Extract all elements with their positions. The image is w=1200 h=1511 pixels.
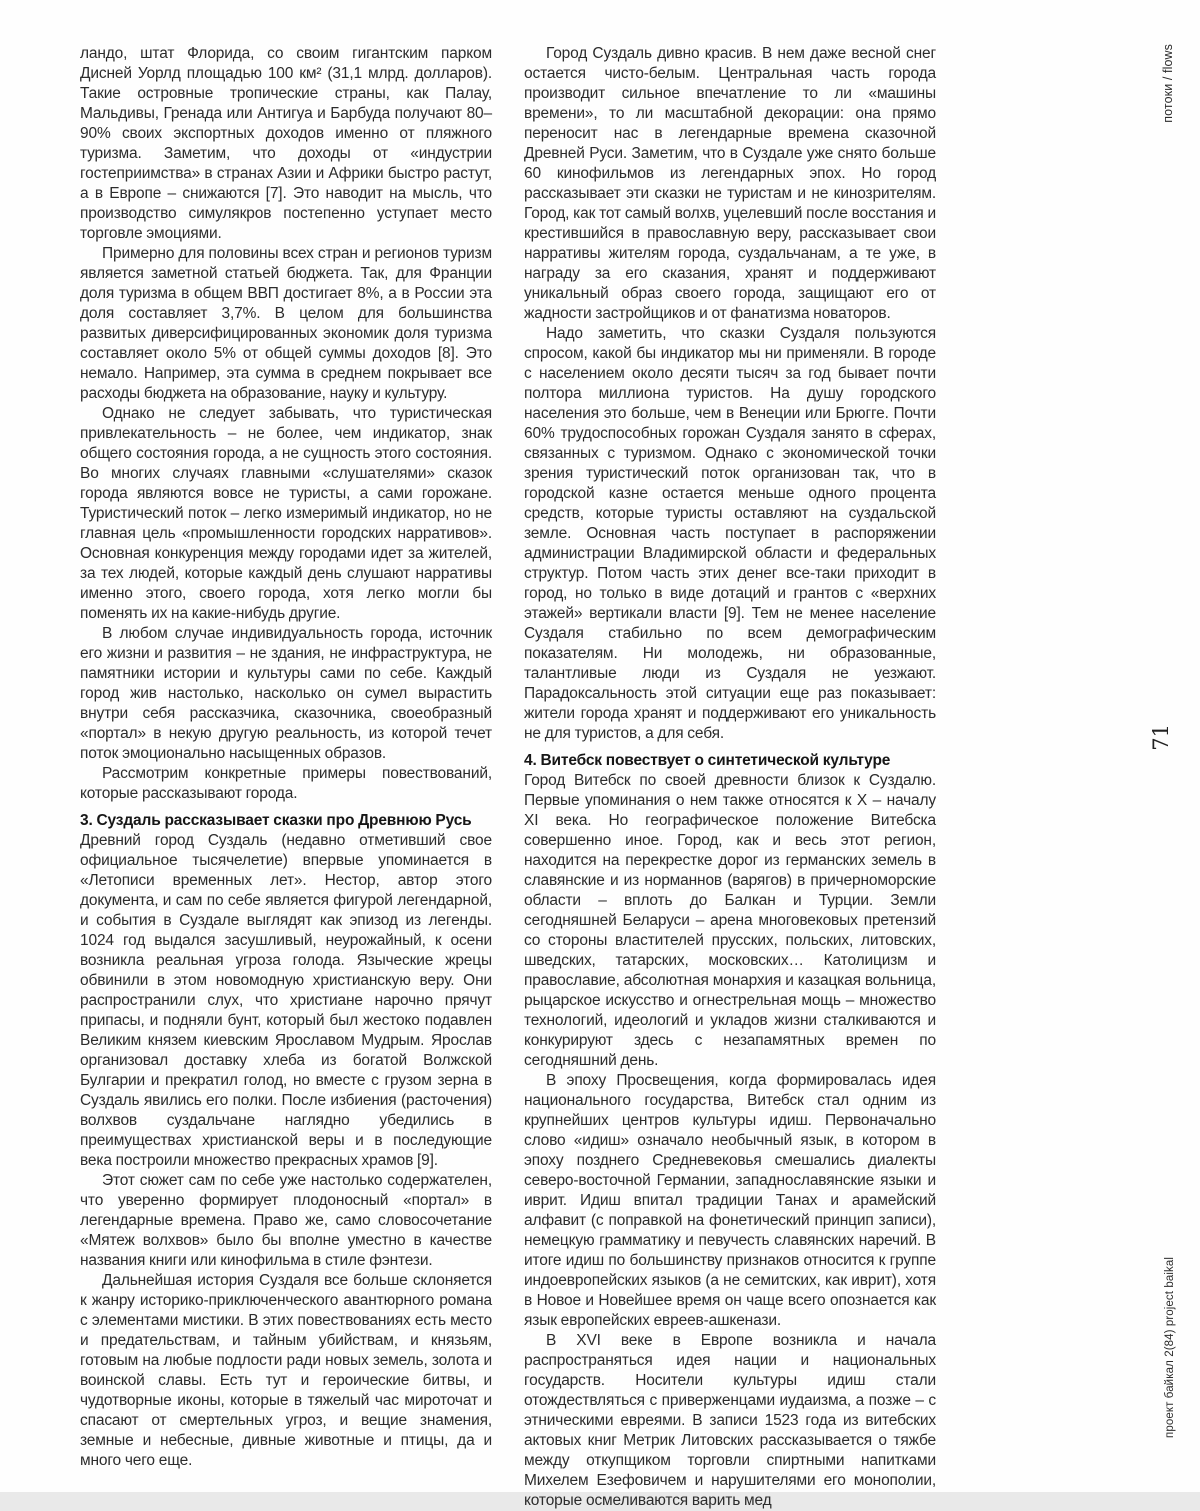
paragraph: В XVI веке в Европе возникла и начала распространяться идея нации и национальных государств. Носители культуры идиш стали отождествляться с приверженцами иудаизма, а позже – с этническими евреями. В записи 1523 года из витебских актовых книг Метрик Литовских рассказывается о тяжбе между откупщиком торговли спиртными напитками Михелем Езефовичем и нарушителями его монополии, которые осмеливаются варить мед	[524, 1332, 936, 1509]
paragraph: Надо заметить, что сказки Суздаля пользуются спросом, какой бы индикатор мы ни применяли. В городе с населением около десяти тысяч за год бывает почти полтора миллиона туристов. На душу городского населения это больше, чем в Венеции или Брюгге. Почти 60% трудоспособных горожан Суздаля занято в сферах, связанных с туризмом. Однако с экономической точки зрения туристический поток организован так, что в городской казне остается меньше одного процента средств, которые туристы оставляют на суздальской земле. Основная часть поступает в распоряжении администрации Владимирской области и федеральных структур. Потом часть этих денег все-таки приходит в город, но только в виде дотаций и грантов с «верхних этажей» вертикали власти [9]. Тем не менее население Суздаля стабильно по всем демографическим показателям. Ни молодежь, ни образованные, талантливые люди из Суздаля не уезжают. Парадоксальность этой ситуации еще раз показывает: жители города хранят и поддерживают его уникальность не для туристов, а для себя.	[524, 325, 936, 742]
paragraph: В любом случае индивидуальность города, источник его жизни и развития – не здания, не инфраструктура, не памятники истории и культуры сами по себе. Каждый город жив настолько, насколько он сумел вырастить внутри себя рассказчика, сказочника, своеобразный «портал» в некую другую реальность, из которой течет поток эмоционально насыщенных образов.	[80, 625, 492, 762]
section-heading-suzdal: 3. Суздаль рассказывает сказки про Древнюю Русь	[80, 812, 472, 829]
paragraph: Рассмотрим конкретные примеры повествований, которые рассказывают города.	[80, 765, 492, 802]
left-column	[80, 44, 492, 1511]
section-label: потоки / flows	[1161, 44, 1175, 123]
section-heading-vitebsk: 4. Витебск повествует о синтетической культуре	[524, 752, 891, 769]
paragraph: Дальнейшая история Суздаля все больше склоняется к жанру историко-приключенческого авантюрного романа с элементами мистики. В этих повествованиях есть место и предательствам, и тайным убийствам, и князьям, готовым на любые подлости ради новых земель, золота и воинской славы. Есть тут и героические битвы, и чудотворные иконы, которые в тяжелый час мироточат и спасают от смертельных угроз, и вещие знамения, земные и небесные, дивные животные и птицы, да и много чего еще.	[80, 1272, 492, 1469]
paragraph: В эпоху Просвещения, когда формировалась идея национального государства, Витебск стал одним из крупнейших центров культуры идиш. Первоначально слово «идиш» означало необычный язык, в котором в эпоху позднего Средневековья смешались диалекты северо-восточной Германии, западнославянские языки и иврит. Идиш впитал традиции Танах и арамейский алфавит (с поправкой на фонетический принцип записи), немецкую грамматику и певучесть славянских наречий. В итоге идиш по большинству признаков относится к группе индоевропейских языков (а не семитских, как иврит), хотя в Новое и Новейшее время он чаще всего опознается как язык европейских евреев-ашкенази.	[524, 1072, 936, 1329]
paragraph: Древний город Суздаль (недавно отметивший свое официальное тысячелетие) впервые упоминается в «Летописи временных лет». Нестор, автор этого документа, и сам по себе является фигурой легендарной, и события в Суздале выглядят как эпизод из легенды. 1024 год выдался засушливый, неурожайный, к осени возникла реальная угроза голода. Языческие жрецы обвинили в этом новомодную христианскую веру. Они распространили слух, что христиане нарочно прячут припасы, и подняли бунт, который был жестоко подавлен Великим князем киевским Ярославом Мудрым. Ярослав организовал доставку хлеба из богатой Волжской Булгарии и прекратил голод, но вместе с грузом зерна в Суздаль явились его полки. После избиения (расточения) волхвов суздальчане наглядно убедились в преимуществах христианской веры и в последующие века построили множество прекрасных храмов [9].	[80, 832, 492, 1169]
paragraph: Этот сюжет сам по себе уже настолько содержателен, что уверенно формирует плодоносный «портал» в легендарные времена. Право же, само словосочетание «Мятеж волхвов» было бы вполне уместно в качестве названия книги или кинофильма в стиле фэнтези.	[80, 1172, 492, 1269]
paragraph: Примерно для половины всех стран и регионов туризм является заметной статьей бюджета. Так, для Франции доля туризма в общем ВВП достигает 8%, а в России эта доля составляет 3,7%. В целом для большинства развитых диверсифицированных экономик доля туризма составляет около 5% от общей суммы доходов [8]. Это немало. Например, эта сумма в среднем покрывает все расходы бюджета на образование, науку и культуру.	[80, 245, 492, 402]
paragraph: Город Витебск по своей древности близок к Суздалю. Первые упоминания о нем также относятся к X – началу XI века. Но географическое положение Витебска совершенно иное. Город, как и весь этот регион, находится на перекрестке дорог из германских земель в славянские и из норманнов (варягов) в причерноморские области – вплоть до Балкан и Турции. Земли сегодняшней Беларуси – арена многовековых претензий со стороны властителей прусских, польских, литовских, шведских, татарских, московских… Католицизм и православие, абсолютная монархия и казацкая вольница, рыцарское искусство и огнестрельная мощь – множество технологий, идеологий и укладов жизни сталкиваются и конкурируют здесь с незапамятных времен по сегодняшний день.	[524, 772, 936, 1069]
article-body	[80, 44, 936, 1511]
paragraph: Однако не следует забывать, что туристическая привлекательность – не более, чем индикатор, знак общего состояния города, а не сущность этого состояния. Во многих случаях главными «слушателями» сказок города являются вовсе не туристы, а сами горожане. Туристический поток – легко измеримый индикатор, но не главная цель «промышленности городских нарративов». Основная конкуренция между городами идет за жителей, за тех людей, которые каждый день слушают нарративы именно этого, своего города, хотя легко могли бы поменять их на какие-нибудь другие.	[80, 405, 492, 622]
right-column	[524, 44, 936, 1511]
page-number: 71	[1149, 724, 1173, 751]
paragraph: ландо, штат Флорида, со своим гигантским парком Дисней Уорлд площадью 100 км² (31,1 млрд. долларов). Такие островные тропические страны, как Палау, Мальдивы, Гренада или Антигуа и Барбуда получают 80–90% своих экспортных доходов именно от пляжного туризма. Заметим, что доходы от «индустрии гостеприимства» в странах Азии и Африки быстро растут, а в Европе – снижаются [7]. Это наводит на мысль, что производство симулякров постепенно уступает место торговле эмоциями.	[80, 45, 492, 242]
paragraph: Город Суздаль дивно красив. В нем даже весной снег остается чисто-белым. Центральная часть города производит сильное впечатление то ли «машины времени», то ли масштабной декорации: она прямо переносит нас в легендарные времена сказочной Древней Руси. Заметим, что в Суздале уже снято больше 60 кинофильмов из легендарных эпох. Но город рассказывает эти сказки не туристам и не кинозрителям. Город, как тот самый волхв, уцелевший после восстания и крестившийся в православную веру, рассказывает свои нарративы жителям города, суздальчанам, а те уже, в награду за его сказания, хранят и поддерживают уникальный образ своего города, защищают его от жадности застройщиков и от фанатизма новаторов.	[524, 45, 936, 322]
journal-footer-label: проект байкал 2(84) project baikal	[1164, 1257, 1176, 1438]
